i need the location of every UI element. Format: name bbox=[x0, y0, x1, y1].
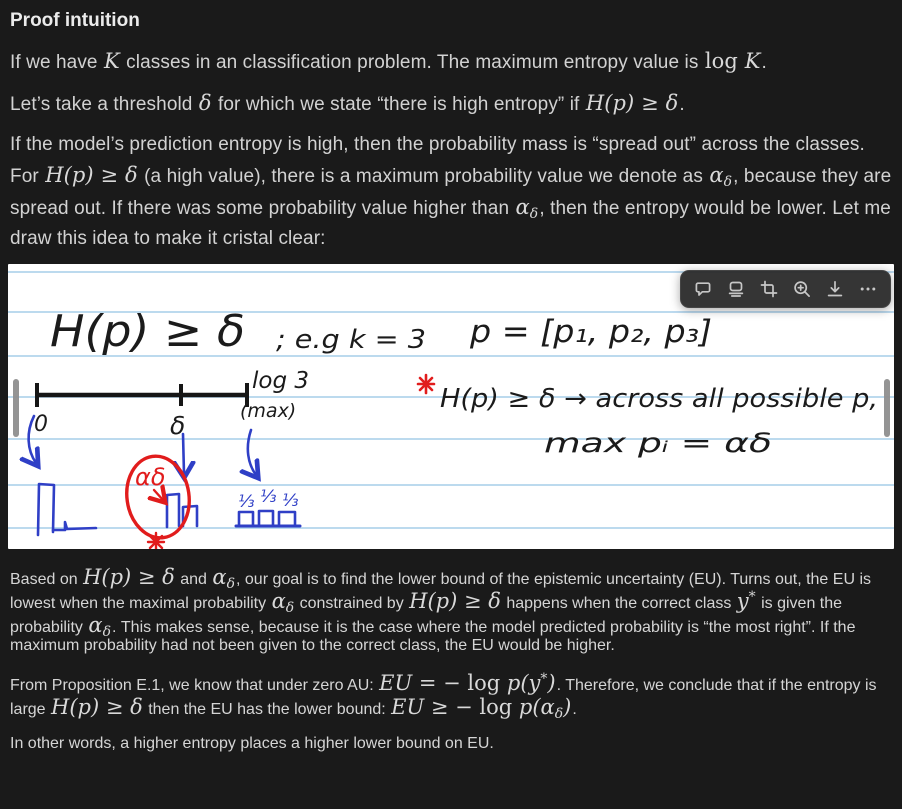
image-toolbar bbox=[680, 270, 891, 308]
number-line bbox=[36, 383, 248, 407]
text-run: Based on bbox=[10, 571, 83, 588]
axis-log-label: log 3 bbox=[252, 368, 310, 394]
text-run: then the EU has the lower bound: bbox=[143, 701, 391, 718]
more-options-icon[interactable] bbox=[858, 279, 878, 299]
text-run: . Therefore, we conclude that if the entropy is large bbox=[10, 677, 877, 718]
math-run: y* bbox=[736, 589, 756, 613]
zoom-in-icon[interactable] bbox=[792, 279, 812, 299]
text-run: . bbox=[679, 94, 685, 115]
page-title: Proof intuition bbox=[10, 10, 140, 31]
text-run: If the model’s prediction entropy is high, then the probability mass is “spread out” across the classes. For bbox=[10, 134, 865, 187]
paragraph bbox=[10, 46, 892, 78]
text-run: happens when the correct class bbox=[501, 595, 736, 612]
text-run: is given the probability bbox=[10, 595, 843, 636]
embedded-handwritten-image[interactable] bbox=[8, 264, 894, 549]
third-label-1: ⅓ bbox=[238, 492, 255, 512]
math-run: δ bbox=[198, 91, 212, 115]
text-run: for which we state “there is high entropy” if bbox=[212, 94, 585, 115]
text-run: (a high value), there is a maximum probability value we denote as bbox=[138, 166, 709, 187]
text-run: constrained by bbox=[295, 595, 409, 612]
paragraph bbox=[10, 565, 892, 655]
math-run: H(p) ≥ δ bbox=[409, 589, 501, 613]
math-run: $\alpha_\delta$ bbox=[515, 195, 539, 222]
math-run: H(p) ≥ δ bbox=[83, 565, 175, 589]
text-run: . This makes sense, because it is the case where the model predicted probability is “the most right”. If the maximum probability had not been given to the correct class, the EU would be higher. bbox=[10, 619, 856, 654]
hw-note-line2: max pᵢ = αδ bbox=[544, 428, 772, 459]
axis-zero-label: 0 bbox=[34, 412, 48, 437]
text-run: classes in an classification problem. The maximum entropy value is bbox=[120, 52, 704, 73]
text-run: From Proposition E.1, we know that under zero AU: bbox=[10, 677, 379, 694]
axis-delta-label: δ bbox=[170, 411, 186, 440]
document-body bbox=[10, 46, 892, 254]
paragraph bbox=[10, 671, 892, 722]
text-run: , our goal is to find the lower bound of the epistemic uncertainty (EU). Turns out, the EU is lowest when the maximal probability bbox=[10, 571, 871, 612]
download-icon[interactable] bbox=[825, 279, 845, 299]
hw-formula-vector: p = [p₁, p₂, p₃] bbox=[468, 314, 712, 350]
hw-formula-example: ; e.g k = 3 bbox=[276, 325, 426, 355]
axis-max-label: (max) bbox=[240, 400, 297, 422]
math-run: $\alpha_\delta$ bbox=[212, 565, 236, 592]
hw-formula-main: H(p) ≥ δ bbox=[50, 306, 246, 357]
text-run: Let’s take a threshold bbox=[10, 94, 198, 115]
math-run: H(p) ≥ δ bbox=[51, 695, 143, 719]
text-run: . bbox=[572, 701, 577, 718]
image-resize-handle-right[interactable] bbox=[884, 379, 890, 437]
hw-note-line1: H(p) ≥ δ → across all possible p, bbox=[440, 384, 878, 414]
text-run: In other words, a higher entropy places a higher lower bound on EU. bbox=[10, 735, 494, 752]
math-run: $\alpha_\delta$ bbox=[88, 613, 111, 640]
math-run: $\alpha_\delta$ bbox=[271, 589, 295, 616]
crop-icon[interactable] bbox=[759, 279, 779, 299]
text-run: . bbox=[761, 52, 767, 73]
math-run: H(p) ≥ δ bbox=[585, 91, 679, 115]
comment-icon[interactable] bbox=[693, 279, 713, 299]
caption-icon[interactable] bbox=[726, 279, 746, 299]
math-run: EU = − log p(y*) bbox=[379, 671, 556, 695]
text-run: , then the entropy would be lower. Let me draw this idea to make it cristal clear: bbox=[10, 198, 891, 249]
math-run: H(p) ≥ δ bbox=[45, 163, 138, 187]
math-run: K bbox=[103, 49, 120, 73]
paragraph bbox=[10, 88, 892, 120]
alpha-delta-label: αδ bbox=[135, 463, 166, 491]
third-label-2: ⅓ bbox=[260, 487, 277, 507]
paragraph bbox=[10, 130, 892, 254]
third-label-3: ⅓ bbox=[282, 491, 299, 511]
paragraph bbox=[10, 735, 892, 753]
text-run: If we have bbox=[10, 52, 103, 73]
math-run: EU ≥ − $\log p(\alpha_\delta)$ bbox=[391, 695, 572, 722]
image-resize-handle-left[interactable] bbox=[13, 379, 19, 437]
text-run: , because they are spread out. If there was some probability value higher than bbox=[10, 166, 892, 219]
math-run: log K bbox=[704, 49, 761, 73]
math-run: $\alpha_\delta$ bbox=[709, 163, 733, 190]
text-run: and bbox=[175, 571, 212, 588]
